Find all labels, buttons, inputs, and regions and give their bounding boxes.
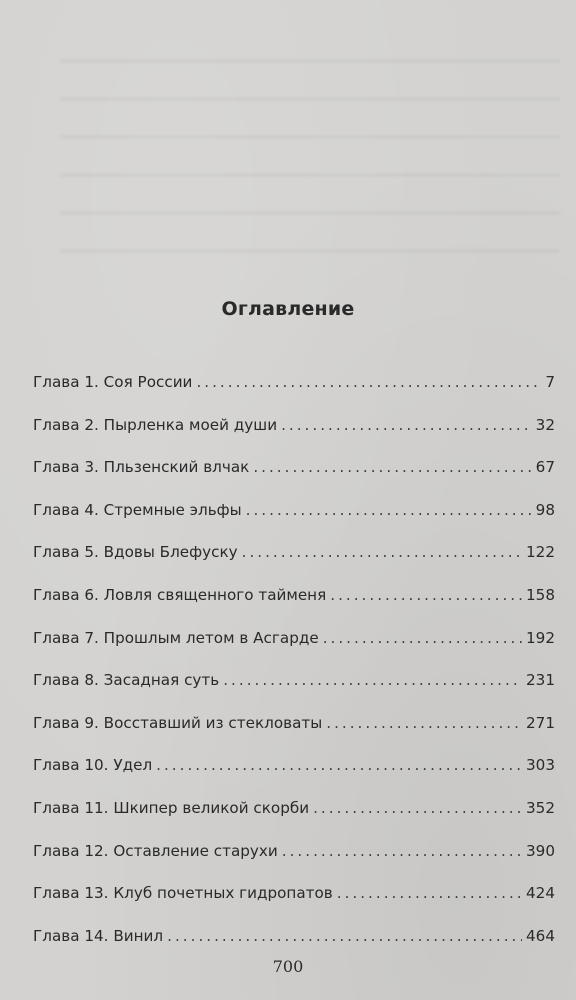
show-through-text	[60, 60, 560, 270]
toc-entry-label: Глава 12. Оставление старухи	[33, 841, 278, 860]
toc-entry-page: 424	[526, 884, 555, 903]
toc-entry	[33, 458, 555, 501]
toc-entry-page: 67	[535, 458, 555, 477]
toc-entry-label: Глава 5. Вдовы Блефуску	[33, 543, 238, 562]
toc-entry-page: 158	[526, 585, 555, 604]
toc-entry	[33, 586, 555, 629]
toc-entry-label: Глава 11. Шкипер великой скорби	[33, 798, 310, 817]
toc-entry-page: 303	[526, 756, 555, 775]
toc-entry	[33, 714, 555, 757]
leader-dots	[326, 714, 522, 732]
page-number: 700	[272, 957, 304, 976]
toc-entry-label: Глава 6. Ловля священного тайменя	[33, 585, 327, 604]
toc-entry-page: 122	[526, 543, 555, 562]
toc-entry-label: Глава 1. Соя России	[33, 373, 193, 391]
toc-entry	[33, 416, 555, 459]
table-of-contents	[33, 373, 555, 969]
leader-dots	[196, 373, 541, 391]
leader-dots	[330, 586, 522, 604]
toc-entry-label: Глава 2. Пырленка моей души	[33, 415, 278, 434]
toc-entry	[33, 842, 555, 885]
toc-entry	[33, 543, 555, 586]
toc-entry	[33, 799, 555, 842]
toc-entry-page: 7	[545, 373, 555, 391]
toc-entry-page: 390	[526, 841, 555, 860]
toc-entry-label: Глава 4. Стремные эльфы	[33, 500, 242, 519]
leader-dots	[337, 884, 522, 902]
leader-dots	[281, 416, 532, 434]
toc-entry-label: Глава 7. Прошлым летом в Асгарде	[33, 628, 319, 647]
leader-dots	[282, 842, 522, 860]
leader-dots	[223, 671, 522, 689]
toc-entry-page: 352	[526, 798, 555, 817]
leader-dots	[242, 543, 522, 561]
toc-entry-label: Глава 10. Удел	[33, 756, 153, 775]
leader-dots	[253, 458, 531, 476]
toc-entry-label: Глава 14. Винил	[33, 926, 164, 945]
toc-entry	[33, 884, 555, 927]
toc-entry	[33, 501, 555, 544]
leader-dots	[313, 799, 522, 817]
toc-entry-label: Глава 9. Восставший из стекловаты	[33, 713, 323, 732]
toc-entry-page: 271	[526, 713, 555, 732]
toc-entry	[33, 373, 555, 416]
leader-dots	[156, 756, 522, 774]
leader-dots	[167, 927, 522, 945]
toc-entry	[33, 671, 555, 714]
toc-heading: Оглавление	[221, 298, 355, 320]
toc-entry-label: Глава 13. Клуб почетных гидропатов	[33, 884, 333, 903]
toc-entry-label: Глава 8. Засадная суть	[33, 671, 220, 690]
toc-entry-page: 192	[526, 628, 555, 647]
leader-dots	[323, 629, 522, 647]
toc-entry-page: 32	[535, 415, 555, 434]
toc-entry	[33, 756, 555, 799]
leader-dots	[246, 501, 532, 519]
toc-entry-label: Глава 3. Пльзенский влчак	[33, 458, 250, 477]
toc-entry-page: 231	[526, 671, 555, 690]
toc-entry-page: 464	[526, 926, 555, 945]
toc-entry-page: 98	[535, 500, 555, 519]
toc-entry	[33, 629, 555, 672]
